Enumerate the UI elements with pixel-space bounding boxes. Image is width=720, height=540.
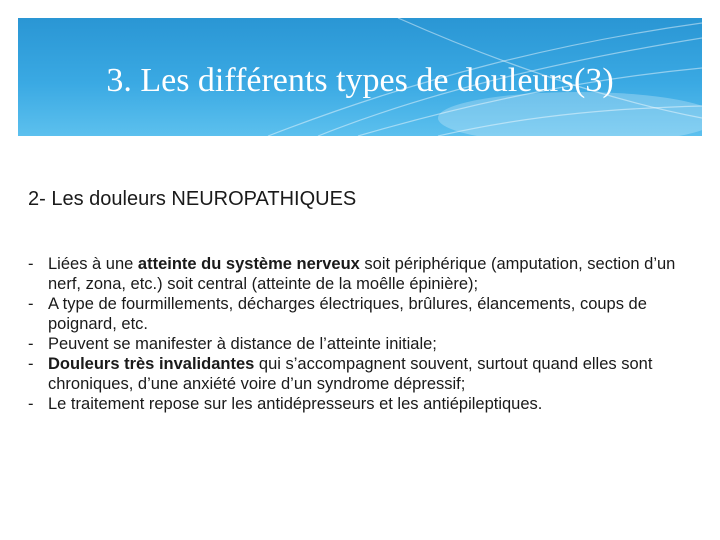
bullet-dash: - [28,335,34,353]
bullet-dash: - [28,355,34,373]
item-text: A type de fourmillements, décharges électriques, brûlures, élancements, coups de poignard, etc. [48,295,647,333]
item-emphasis: atteinte du système nerveux [137,255,360,273]
bullet-dash: - [28,395,34,413]
item-emphasis: Douleurs très invalidantes [48,355,255,373]
section-subtitle: 2- Les douleurs NEUROPATHIQUES [28,188,357,210]
item-text: Le traitement repose sur les antidépresseurs et les antiépileptiques. [48,395,543,413]
list-item [28,354,704,394]
list-item [28,394,704,414]
list-item [28,254,704,294]
bullet-dash: - [28,295,34,313]
item-text: soit périphérique (amputation, section d’un nerf, zona, etc.) soit central (atteinte de la moêlle épinière); [48,255,676,293]
item-text: Peuvent se manifester à distance de l’atteinte initiale; [48,335,437,353]
item-text: Liées à une [48,255,138,273]
bullet-dash: - [28,255,34,273]
bullet-list [28,254,704,414]
slide-title: 3. Les différents types de douleurs(3) [106,62,614,99]
item-text: qui s’accompagnent souvent, surtout quand elles sont chroniques, d’une anxiété voire d’un syndrome dépressif; [48,355,653,393]
list-item [28,334,704,354]
title-banner [18,18,702,136]
list-item [28,294,704,334]
